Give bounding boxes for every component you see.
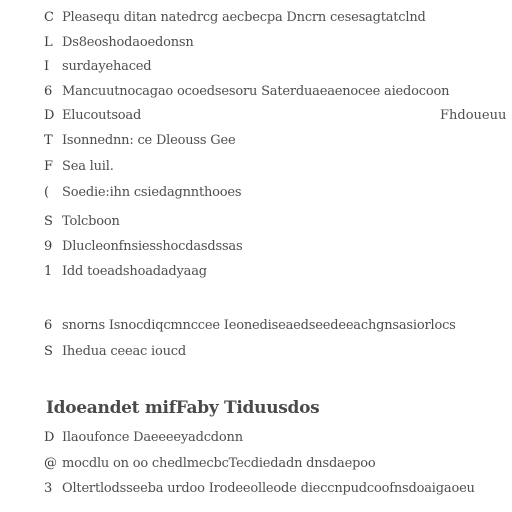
list-item [0,10,512,26]
list-marker: C [44,10,54,25]
list-item [0,481,512,497]
list-item-text: Isonnednn: ce Dleouss Gee [62,133,236,148]
list-item-text: Oltertlodsseeba urdoo Irodeeolleode dieccnpudcoofnsdoaigaoeu [62,481,475,496]
list-marker: 6 [44,84,53,99]
list-item [0,239,512,255]
list-marker: T [44,133,53,148]
list-marker: D [44,430,55,445]
list-item-text: Soedie:ihn csiedagnnthooes [62,185,242,200]
list-item [0,344,512,360]
list-item-text: Idd toeadshoadadyaag [62,264,207,279]
list-item-text: Elucoutsoad [62,108,142,123]
list-item-text: Ihedua ceeac ioucd [62,344,186,359]
list-item [0,456,512,472]
list-marker: I [44,59,50,74]
list-item [0,214,512,230]
list-item-text: Pleasequ ditan natedrcg aecbecpa Dncrn cesesagtatclnd [62,10,426,25]
list-marker: 1 [44,264,53,279]
list-item-text: surdayehaced [62,59,152,74]
list-item [0,185,512,201]
list-item-text: Ds8eoshodaoedonsn [62,35,194,50]
list-marker: F [44,159,54,174]
list-item-text: Tolcboon [62,214,120,229]
list-item-text: Dlucleonfnsiesshocdasdssas [62,239,243,254]
list-marker: D [44,108,55,123]
list-item [0,318,512,334]
list-item [0,108,512,124]
list-item [0,35,512,51]
list-marker: 3 [44,481,53,496]
list-item [0,84,512,100]
list-item [0,59,512,75]
list-item-text: Sea luil. [62,159,114,174]
list-marker: S [44,214,53,229]
list-item [0,430,512,446]
list-item-text: Mancuutnocagao ocoedsesoru Saterduaeaenocee aiedocoon [62,84,450,99]
list-item [0,133,512,149]
list-marker: 6 [44,318,53,333]
list-marker: ( [44,185,50,200]
list-item-text: mocdlu on oo chedlmecbcTecdiedadn dnsdaepoo [62,456,376,471]
list-item [0,264,512,280]
list-marker: L [44,35,53,50]
list-item-right-text: Fhdoueuu [440,108,507,123]
list-marker: @ [44,456,57,471]
list-marker: S [44,344,53,359]
list-marker: 9 [44,239,53,254]
list-item-text: Ilaoufonce Daeeeeyadcdonn [62,430,243,445]
section-heading: Idoeandet mifFaby Tiduusdos [46,398,320,418]
list-item [0,159,512,175]
list-item-text: snorns Isnocdiqcmnccee Ieonediseaedseedeeachgnsasiorlocs [62,318,456,333]
